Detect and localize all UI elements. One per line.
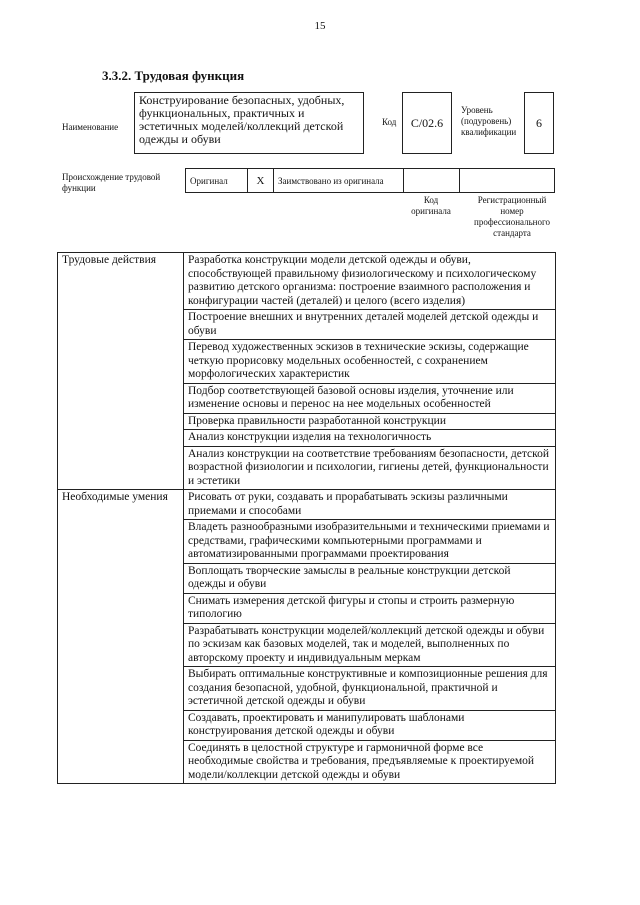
skill-item: Рисовать от руки, создавать и прорабатывать эскизы различными приемами и способами	[184, 490, 556, 520]
skill-item: Снимать измерения детской фигуры и стопы и строить размерную типологию	[184, 593, 556, 623]
page-number: 15	[314, 20, 326, 32]
section-title: 3.3.2. Трудовая функция	[102, 68, 245, 83]
qualification-level-label: Уровень (подуровень) квалификации	[461, 105, 517, 137]
skill-item: Владеть разнообразными изобразительными и техническими приемами и средствами, графическими компьютерными программами и автоматизированными программами проектирования	[184, 520, 556, 564]
skills-header: Необходимые умения	[58, 490, 184, 784]
labor-action-item: Подбор соответствующей базовой основы изделия, уточнение или изменение основы и перенос на нее модельных особенностей	[184, 383, 556, 413]
table-row	[58, 253, 556, 310]
labor-action-item: Проверка правильности разработанной конструкции	[184, 413, 556, 430]
original-code-caption: Код оригинала	[411, 195, 451, 216]
labor-action-item: Построение внешних и внутренних деталей моделей детской одежды и обуви	[184, 310, 556, 340]
registration-number-cell	[460, 169, 554, 192]
qualification-level-value: 6	[524, 92, 554, 154]
original-mark: X	[248, 169, 274, 192]
registration-number-caption: Регистрационный номер профессионального стандарта	[474, 195, 550, 238]
name-label: Наименование	[62, 122, 119, 132]
labor-action-item: Анализ конструкции изделия на технологичность	[184, 430, 556, 447]
labor-action-item: Анализ конструкции на соответствие требованиям безопасности, детской возрастной физиологии и психологии, гигиены детей, функциональности и эстетики	[184, 446, 556, 490]
table-row	[58, 490, 556, 520]
skill-item: Воплощать творческие замыслы в реальные конструкции детской одежды и обуви	[184, 563, 556, 593]
borrowed-label: Заимствовано из оригинала	[274, 169, 404, 192]
origin-label: Происхождение трудовой функции	[62, 172, 161, 193]
function-code-value: C/02.6	[402, 92, 452, 154]
code-label: Код	[382, 117, 397, 127]
labor-action-item: Разработка конструкции модели детской одежды и обуви, способствующей правильному физиологическому и психологическому развитию детского организма: построение взаимного расположения и конфигурации частей (деталей) и целого (всего изделия)	[184, 253, 556, 310]
skill-item: Соединять в целостной структуре и гармоничной форме все необходимые свойства и требования, предъявляемые к проектируемой модели/коллекции детской одежды и обуви	[184, 740, 556, 784]
skill-item: Выбирать оптимальные конструктивные и композиционные решения для создания безопасной, удобной, функциональной, практичной и эстетичной детской одежды и обуви	[184, 667, 556, 711]
origin-row	[185, 168, 555, 193]
original-label: Оригинал	[186, 169, 248, 192]
function-details-table	[57, 252, 556, 784]
skill-item: Создавать, проектировать и манипулировать шаблонами конструирования детской одежды и обуви	[184, 710, 556, 740]
skill-item: Разрабатывать конструкции моделей/коллекций детской одежды и обуви по эскизам как базовых моделей, так и моделей, выполненных по авторскому проекту и индивидуальным меркам	[184, 623, 556, 667]
function-name-value: Конструирование безопасных, удобных, функциональных, практичных и эстетичных моделей/коллекций детской одежды и обуви	[134, 92, 364, 154]
labor-action-item: Перевод художественных эскизов в технические эскизы, содержащие четкую прорисовку модельных особенностей, с сохранением морфологических характеристик	[184, 340, 556, 384]
labor-actions-header: Трудовые действия	[58, 253, 184, 490]
original-code-cell	[404, 169, 460, 192]
